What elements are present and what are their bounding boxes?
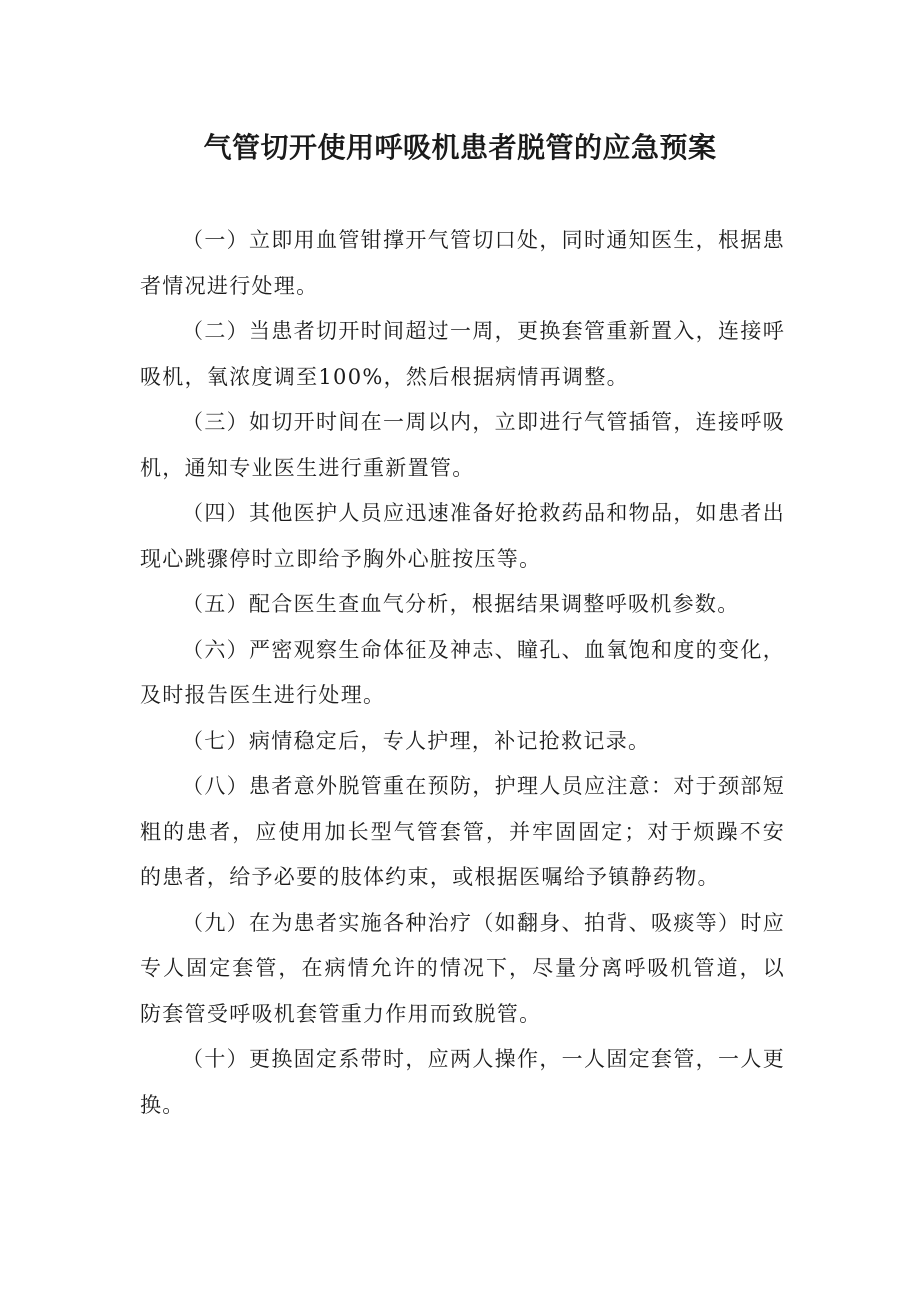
document-title: 气管切开使用呼吸机患者脱管的应急预案 bbox=[203, 131, 717, 164]
paragraph-7: （七）病情稳定后，专人护理，补记抢救记录。 bbox=[182, 728, 651, 753]
paragraph-5: （五）配合医生查血气分析，根据结果调整呼吸机参数。 bbox=[182, 592, 740, 616]
document-body bbox=[140, 218, 785, 1128]
paragraph-1: （一）立即用血管钳撑开气管切口处，同时通知医生，根据患者情况进行处理。 bbox=[140, 228, 785, 298]
paragraph-3: （三）如切开时间在一周以内，立即进行气管插管，连接呼吸机，通知专业医生进行重新置管。 bbox=[140, 410, 785, 480]
paragraph-8: （八）患者意外脱管重在预防，护理人员应注意：对于颈部短粗的患者，应使用加长型气管套管，并牢固固定；对于烦躁不安的患者，给予必要的肢体约束，或根据医嘱给予镇静药物。 bbox=[140, 774, 785, 889]
paragraph-9: （九）在为患者实施各种治疗（如翻身、拍背、吸痰等）时应专人固定套管，在病情允许的情况下，尽量分离呼吸机管道，以防套管受呼吸机套管重力作用而致脱管。 bbox=[140, 910, 785, 1026]
paragraph-4: （四）其他医护人员应迅速准备好抢救药品和物品，如患者出现心跳骤停时立即给予胸外心脏按压等。 bbox=[140, 501, 785, 571]
paragraph-10: （十）更换固定系带时，应两人操作，一人固定套管，一人更换。 bbox=[140, 1047, 785, 1117]
paragraph-2: （二）当患者切开时间超过一周，更换套管重新置入，连接呼吸机，氧浓度调至100%，然后根据病情再调整。 bbox=[140, 319, 785, 389]
paragraph-6: （六）严密观察生命体征及神志、瞳孔、血氧饱和度的变化，及时报告医生进行处理。 bbox=[140, 637, 785, 707]
